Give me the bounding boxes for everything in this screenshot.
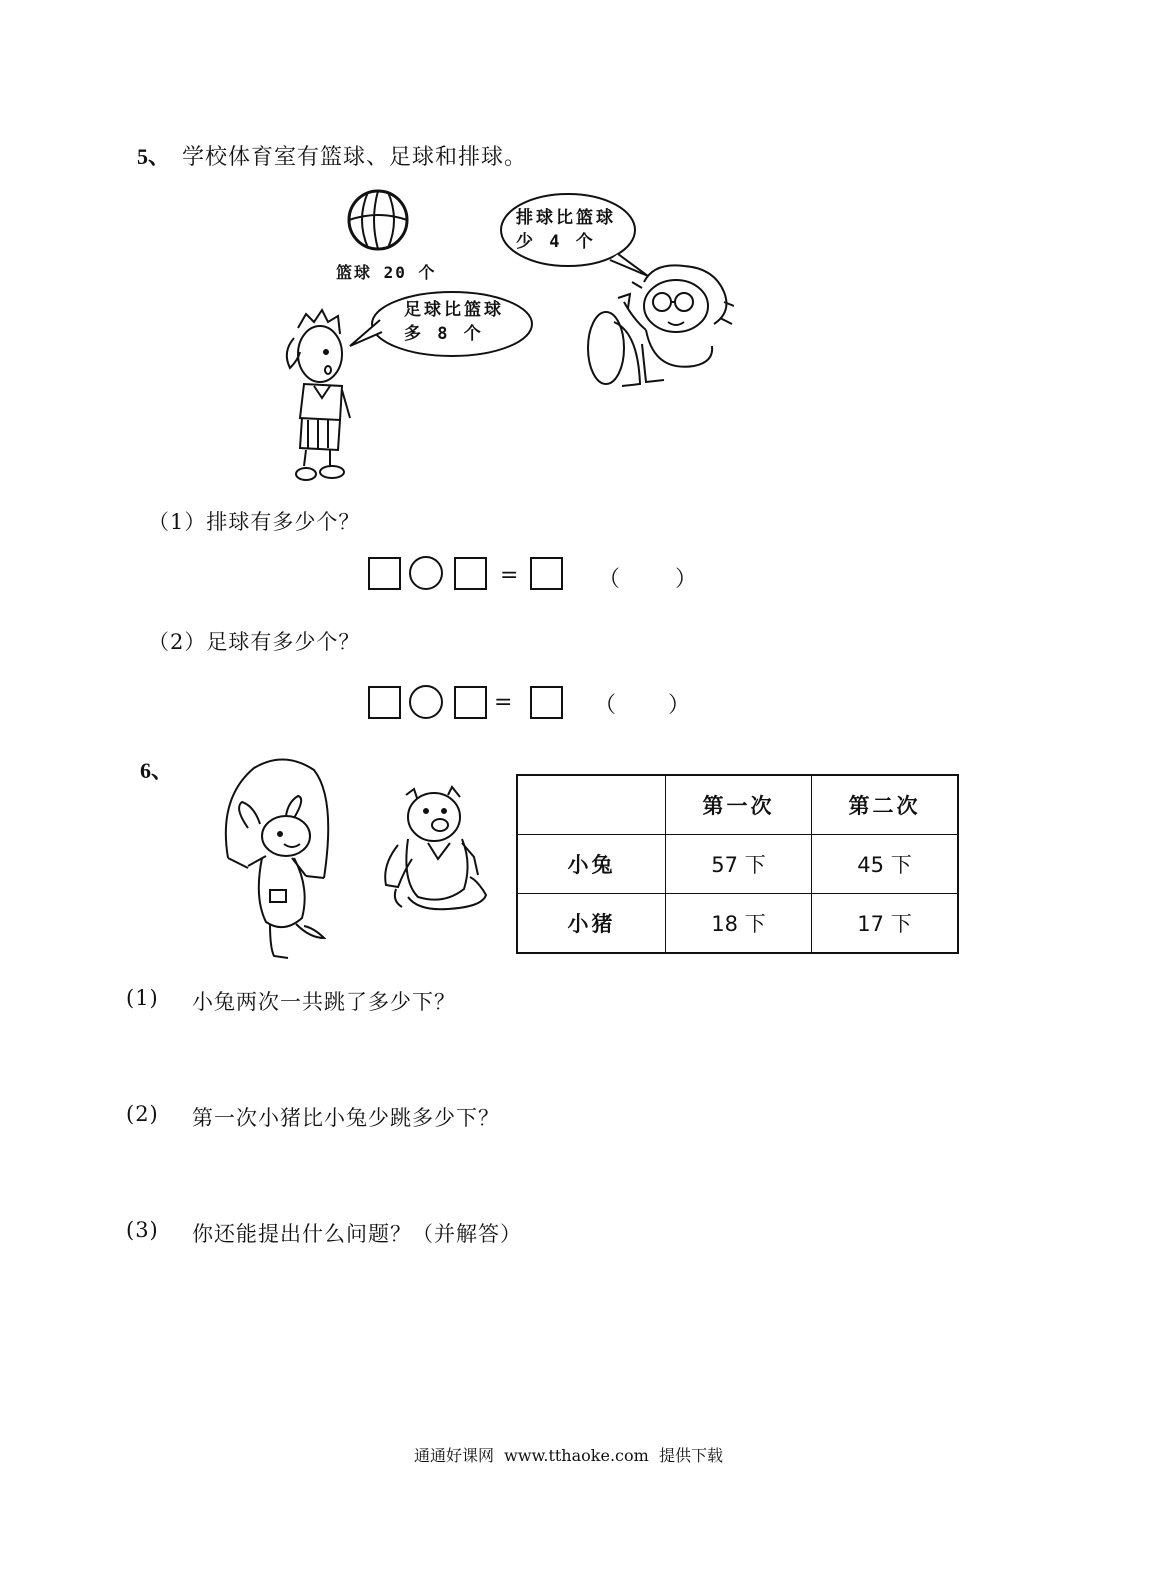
paren-close-2: ） — [668, 693, 691, 718]
answer-box-1a[interactable] — [368, 557, 401, 590]
question-6-sub1-number: (1) — [126, 986, 159, 1010]
question-6-sub1: 小兔两次一共跳了多少下？ — [192, 990, 456, 1014]
bubble-soccer-line2: 多 8 个 — [404, 324, 484, 344]
bubble-volleyball-line1: 排球比篮球 — [516, 208, 616, 228]
rabbit-jumping-rope-icon — [214, 758, 344, 964]
paren-open-1: （ — [598, 567, 621, 592]
table-row-label: 小兔 — [517, 835, 666, 894]
table-header-cell — [517, 775, 666, 835]
table-cell: 18 下 — [666, 894, 812, 954]
answer-box-2c[interactable] — [530, 686, 563, 719]
question-5-sub2: （2）足球有多少个？ — [148, 630, 361, 654]
table-header-row — [517, 775, 958, 835]
question-6-sub2-number: (2) — [126, 1102, 159, 1126]
question-6-sub3-number: (3) — [126, 1218, 159, 1242]
page-footer: 通通好课网 www.tthaoke.com 提供下载 — [414, 1446, 723, 1465]
bubble-soccer-text — [404, 298, 504, 346]
table-cell: 17 下 — [812, 894, 959, 954]
basketball-icon — [346, 188, 410, 252]
answer-box-1c[interactable] — [530, 557, 563, 590]
question-5-number: 5、 — [137, 144, 171, 169]
boy-illustration-icon — [278, 308, 358, 488]
paren-open-2: （ — [594, 693, 617, 718]
basketball-caption: 篮球 20 个 — [336, 263, 437, 282]
bubble-soccer-line1: 足球比篮球 — [404, 300, 504, 320]
jump-rope-table — [516, 774, 959, 954]
equals-sign-1: = — [500, 563, 519, 588]
answer-box-1b[interactable] — [454, 557, 487, 590]
question-6-number: 6、 — [140, 758, 174, 783]
paren-close-1: ） — [675, 567, 698, 592]
bubble-volleyball-text — [516, 206, 616, 254]
table-cell: 45 下 — [812, 835, 959, 894]
table-row — [517, 894, 958, 954]
table-header-cell: 第一次 — [666, 775, 812, 835]
equals-sign-2: = — [494, 690, 513, 715]
table-row-label: 小猪 — [517, 894, 666, 954]
table-cell: 57 下 — [666, 835, 812, 894]
answer-box-2b[interactable] — [454, 686, 487, 719]
girl-illustration-icon — [584, 262, 734, 392]
table-header-cell: 第二次 — [812, 775, 959, 835]
answer-box-2a[interactable] — [368, 686, 401, 719]
bubble-volleyball-line2: 少 4 个 — [516, 232, 596, 252]
question-5-title: 学校体育室有篮球、足球和排球。 — [182, 145, 528, 170]
table-row — [517, 835, 958, 894]
pig-illustration-icon — [378, 785, 493, 915]
operator-circle-2[interactable] — [409, 685, 443, 719]
operator-circle-1[interactable] — [409, 556, 443, 590]
question-5-sub1: （1）排球有多少个？ — [148, 510, 361, 534]
question-6-sub3: 你还能提出什么问题？（并解答） — [192, 1222, 522, 1246]
question-6-sub2: 第一次小猪比小兔少跳多少下？ — [192, 1106, 500, 1130]
